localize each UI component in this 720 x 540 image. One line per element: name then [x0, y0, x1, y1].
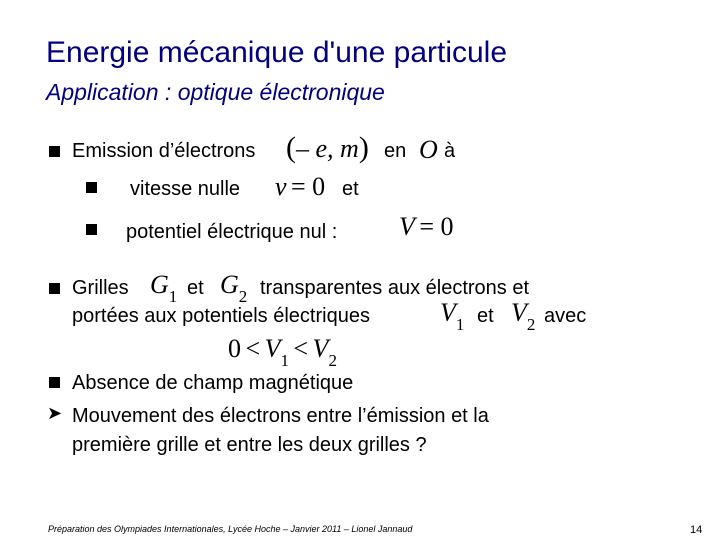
- inequality-formula: [228, 334, 337, 370]
- v2-letter: V: [511, 298, 527, 327]
- velocity-equals-zero: = 0: [291, 172, 326, 201]
- vitesse-text: vitesse nulle: [130, 178, 241, 200]
- v2-subscript: 2: [526, 315, 536, 334]
- velocity-formula: [275, 172, 325, 202]
- emission-text: Emission d’électrons: [72, 140, 256, 162]
- ineq-v1-letter: V: [264, 334, 281, 363]
- ineq-v2-subscript: 2: [328, 351, 337, 370]
- v2-symbol: [511, 298, 536, 334]
- v1-symbol: [440, 298, 465, 334]
- square-bullet-icon: [49, 146, 60, 157]
- mouvement-line2: première grille et entre les deux grilles ?: [72, 434, 427, 456]
- grid2-symbol: [220, 270, 248, 306]
- grid2-subscript: 2: [238, 287, 248, 306]
- paren-open: (: [286, 131, 296, 164]
- origin-symbol: O: [419, 135, 438, 164]
- avec-text: avec: [544, 305, 587, 327]
- ineq-v1-subscript: 1: [280, 351, 289, 370]
- v1-subscript: 1: [455, 315, 465, 334]
- grilles-text: Grilles: [72, 277, 129, 299]
- slide-title: Energie mécanique d'une particule: [46, 36, 508, 69]
- ineq-lt-1: <: [245, 334, 261, 363]
- potential-equals-zero: = 0: [419, 212, 454, 241]
- square-bullet-icon: [49, 283, 60, 294]
- mouvement-line1: Mouvement des électrons entre l’émission et la: [72, 405, 489, 427]
- portees-text: portées aux potentiels électriques: [72, 305, 370, 327]
- footer-text: Préparation des Olympiades Internationales, Lycée Hoche – Janvier 2011 – Lionel Jannaud: [48, 524, 413, 534]
- ineq-v2-letter: V: [312, 334, 329, 363]
- square-bullet-icon: [49, 377, 60, 388]
- v1-letter: V: [440, 298, 456, 327]
- potentiel-text: potentiel électrique nul :: [126, 221, 338, 243]
- en-text: en: [384, 140, 407, 162]
- velocity-symbol: v: [275, 172, 287, 201]
- page-number: 14: [690, 524, 703, 536]
- potential-symbol: V: [399, 212, 415, 241]
- square-bullet-icon: [86, 182, 97, 193]
- grid1-symbol: [150, 270, 178, 306]
- grid2-letter: G: [220, 270, 239, 299]
- arrow-bullet-icon: ➤: [47, 403, 63, 423]
- v-et-text: et: [477, 305, 494, 327]
- grid1-subscript: 1: [168, 287, 178, 306]
- charge-mass-formula: [286, 131, 369, 165]
- transparentes-text: transparentes aux électrons et: [260, 277, 530, 299]
- a-text: à: [444, 140, 456, 162]
- charge-mass-symbols: – e, m: [296, 134, 359, 163]
- paren-close: ): [358, 131, 369, 164]
- slide-subtitle: Application : optique électronique: [46, 79, 385, 105]
- potential-formula: [399, 212, 454, 242]
- grid1-letter: G: [150, 270, 169, 299]
- absence-text: Absence de champ magnétique: [72, 372, 354, 394]
- square-bullet-icon: [86, 224, 97, 235]
- grid-et-text: et: [187, 277, 204, 299]
- ineq-zero: 0: [228, 334, 241, 363]
- ineq-lt-2: <: [293, 334, 309, 363]
- et-text: et: [342, 178, 359, 200]
